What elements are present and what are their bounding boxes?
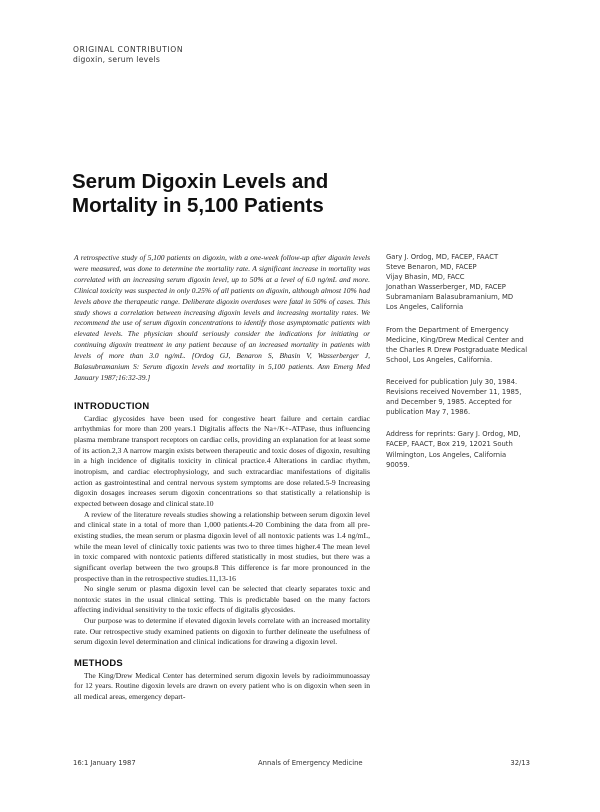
author: Subramaniam Balasubramanium, MD <box>386 293 514 302</box>
sidebar <box>386 252 531 482</box>
footer-journal: Annals of Emergency Medicine <box>258 759 363 767</box>
title-line-2: Mortality in 5,100 Patients <box>72 194 324 217</box>
footer-issue: 16:1 January 1987 <box>73 759 136 767</box>
intro-paragraph: A review of the literature reveals studies showing a relationship between serum digoxin level and clinical state in a total of more than 1,000 patients.4-20 Combining the data from all pre-existing studies, the mean serum or plasma digoxin level of all nontoxic patients was 1.4 ng/mL, while the mean level of clinically toxic patients was two to three times higher.4 The mean level in toxic compared with nontoxic patients differed statistically in most studies, but there was a significant overlap between the two groups.8 This difference is far more pronounced in the prospective than in the retrospective studies.11,13-16 <box>74 509 370 583</box>
article-body <box>74 401 370 703</box>
intro-paragraph: Cardiac glycosides have been used for congestive heart failure and certain cardiac arrhythmias for more than 200 years.1 Digitalis affects the Na+/K+-ATPase, thus influencing plasma membrane transport receptors on cardiac cells, providing an explanation for at least some of its action.2,3 A narrow margin exists between therapeutic and toxic doses of digoxin, resulting in a high incidence of digitalis toxicity in clinical practice.4 Alterations in cardiac rhythm, inotropism, and cardiac electrophysiology, and such extracardiac manifestations of digitalis action as gastrointestinal and central nervous system symptoms are dose related.5-9 Increasing digoxin dosages increases serum digoxin concentrations so that statistically a relationship is expected between dosage and clinical state.10 <box>74 413 370 508</box>
author: Gary J. Ordog, MD, FACEP, FAACT <box>386 253 499 261</box>
reprint-address: Address for reprints: Gary J. Ordog, MD, FACEP, FAACT, Box 219, 12021 South Wilmington, Los Angeles, California 90059. <box>386 430 521 469</box>
author: Jonathan Wasserberger, MD, FACEP <box>386 283 506 292</box>
methods-paragraph: The King/Drew Medical Center has determined serum digoxin levels by radioimmunoassay for 12 years. Routine digoxin levels are drawn on every patient who is on digoxin when seen in all medical areas, emergency depart- <box>74 670 370 702</box>
received-dates: Received for publication July 30, 1984. Revisions received November 11, 1985, and December 9, 1985. Accepted for publication May 7, 1986. <box>386 377 522 417</box>
abstract: A retrospective study of 5,100 patients on digoxin, with a one-week follow-up after digoxin levels were measured, was done to determine the mortality rate. A significant increase in mortality was correlated with an increasing serum digoxin level, up to 50% at a level of 6.0 ng/mL and more. Clinical toxicity was suspected in only 0.25% of all patients on digoxin, although almost 10% had levels above the therapeutic range. Deliberate digoxin overdoses were fatal in 50% of cases. This study shows a correlation between increasing digoxin levels and increasing mortality rates. We recommend the use of serum digoxin concentrations to identify those asymptomatic patients with elevated levels. The physician should seriously consider the indications for initiating or continuing digoxin treatment in any patient because of an increased mortality in patients with levels of more than 3.0 ng/mL. [Ordog GJ, Benaron S, Bhasin V, Wasserberger J, Balasubramanium S: Serum digoxin levels and mortality in 5,100 patients. Ann Emerg Med January 1987;16:32-39.] <box>74 253 370 382</box>
author: Vijay Bhasin, MD, FACC <box>386 273 465 282</box>
author: Steve Benaron, MD, FACEP <box>386 263 477 272</box>
author-location: Los Angeles, California <box>386 303 464 312</box>
section-label: ORIGINAL CONTRIBUTION <box>73 45 184 54</box>
section-heading-methods: METHODS <box>74 657 123 669</box>
article-title <box>72 170 492 218</box>
intro-paragraph: No single serum or plasma digoxin level can be selected that clearly separates toxic and nontoxic states in the usual clinical setting. This is predictable based on the many factors affecting individual sensitivity to the toxic effects of digitalis glycosides. <box>74 584 370 615</box>
author-list <box>386 252 531 313</box>
section-heading-introduction: INTRODUCTION <box>74 400 150 411</box>
topic-label: digoxin, serum levels <box>73 55 161 64</box>
title-line-1: Serum Digoxin Levels and <box>72 170 329 193</box>
footer-page-number: 32/13 <box>510 759 530 767</box>
affiliation: From the Department of Emergency Medicine, King/Drew Medical Center and the Charles R Drew Postgraduate Medical School, Los Angeles, California. <box>386 325 528 364</box>
intro-paragraph: Our purpose was to determine if elevated digoxin levels correlate with an increased mortality rate. Our retrospective study examined patients on digoxin to further delineate the usefulness of serum digoxin level determination and clinical indications for drawing a digoxin level. <box>74 616 370 647</box>
